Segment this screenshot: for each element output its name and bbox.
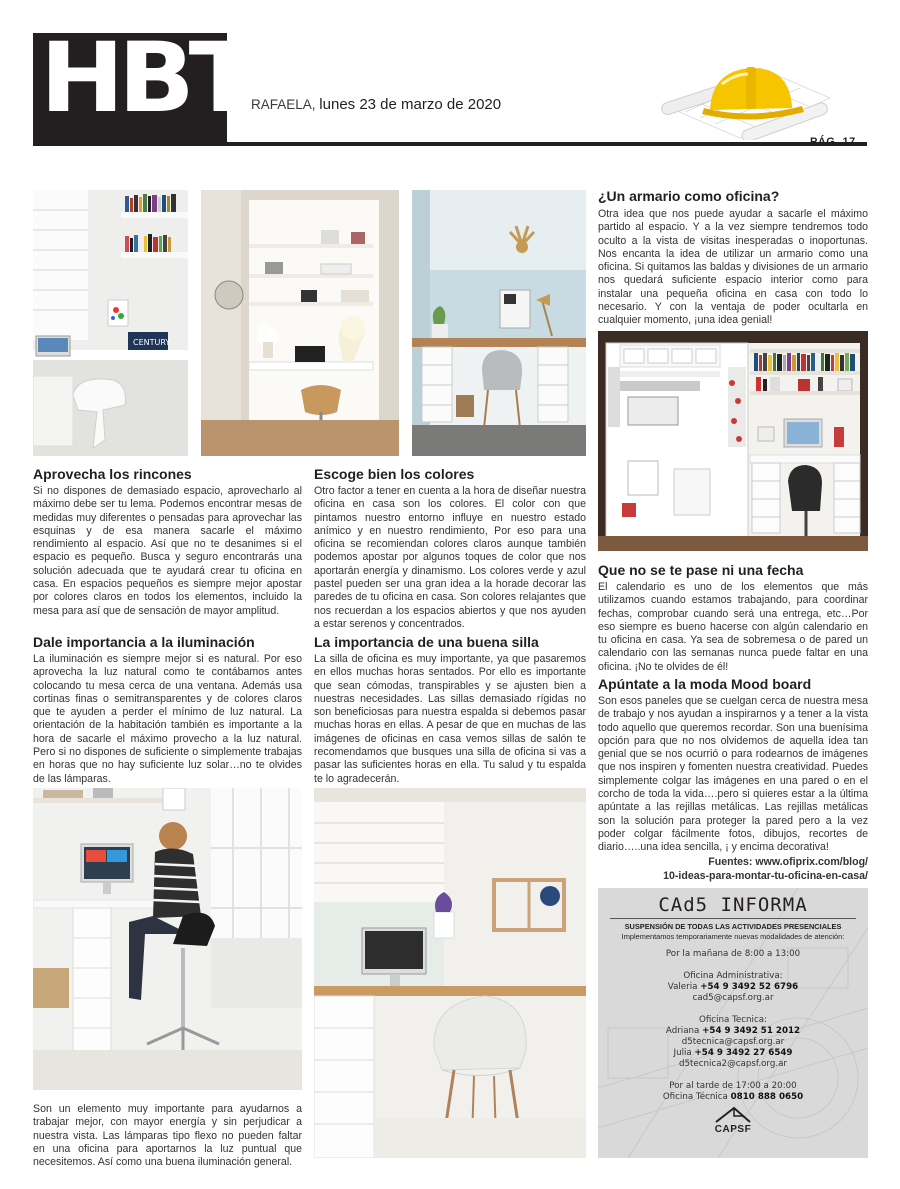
cad5-afternoon-contact — [598, 1092, 868, 1102]
dateline-city: RAFAELA, — [251, 97, 316, 112]
capsf-logo-mark — [710, 1106, 756, 1124]
heading-moodboard: Apúntate a la moda Mood board — [598, 676, 812, 692]
sources-line-1: Fuentes: www.ofiprix.com/blog/ — [708, 856, 868, 868]
text-colores: Otro factor a tener en cuenta a la hora de diseñar nuestra oficina en casa son los colores. El color con que pintamos nuestro entorno influye en nuestro estado anímico y en nuestro rendimiento, Por eso para una oficina se recomiendan colores claros aunque también podemos apostar por algunos toques de color que nos aportarán energía y dinamismo. Los colores verde y azul pastel pueden ser una gran idea a la horade decorar las paredes de tu oficina en casa. Son colores relajantes que nos recuerdan a los espacios abiertos y que nos ayuden a estar serenos y concentrados. — [314, 485, 586, 630]
photo-white-office-chair — [314, 788, 586, 1158]
cad5-tech1-contact — [598, 1026, 868, 1036]
text-rincones: Si no dispones de demasiado espacio, aprovecharlo al máximo debe ser tu lema. Podemos encontrar mesas de medidas muy diferentes o pensadas para aprovechar las esquinas y de esa manera sacarle el máximo rendimiento al espacio. Así que no te desanimes si el espacio es pequeño. Busca y seguro encontrarás una solución adecuada que te ayudará crear tu oficina en casa. En espacios pequeños es siempre mejor apostar por colores claros en todos los elementos, incluido la mesa para así que de sensación de mayor amplitud. — [33, 485, 302, 617]
helmet-blueprints-illustration — [640, 48, 840, 140]
dateline-date: lunes 23 de marzo de 2020 — [319, 96, 502, 113]
cad5-note: Implementamos temporariamente nuevas modalidades de atención: — [621, 932, 845, 941]
cad5-admin-phone[interactable]: +54 9 3492 52 6796 — [700, 982, 799, 992]
cad5-morning-hours: Por la mañana de 8:00 a 13:00 — [665, 949, 801, 959]
dateline — [251, 96, 501, 113]
cad5-admin-name: Valeria — [667, 982, 698, 992]
heading-iluminacion: Dale importancia a la iluminación — [33, 634, 255, 650]
cad5-info-box — [598, 888, 868, 1158]
cad5-title: CAd5 INFORMA — [658, 894, 808, 916]
cad5-admin-label: Oficina Administrativa: — [683, 971, 783, 981]
cad5-subtitle: SUSPENSIÓN DE TODAS LAS ACTIVIDADES PRESENCIALES — [624, 922, 842, 931]
page-number: PÁG. 17 — [810, 136, 856, 148]
cad5-admin-email[interactable]: cad5@capsf.org.ar — [692, 993, 774, 1003]
cad5-tech2-contact — [598, 1048, 868, 1058]
cad5-tech1-name: Adriana — [665, 1026, 700, 1036]
cad5-tech2-email[interactable]: d5tecnica2@capsf.org.ar — [678, 1059, 788, 1069]
text-lamparas: Son un elemento muy importante para ayudarnos a trabajar mejor, con mayor energía y sin perjudicar a nuestra vista. Las lámparas tipo flexo no pueden faltar en una oficina para aportarnos la luz puntual que necesitemos. Así como una buena iluminación general. — [33, 1103, 302, 1169]
photo-niche-desk — [201, 190, 399, 456]
cad5-tech-label: Oficina Tecnica: — [699, 1015, 767, 1025]
heading-fecha: Que no se te pase ni una fecha — [598, 562, 804, 578]
masthead-logo-text: HBT — [40, 22, 252, 134]
text-silla: La silla de oficina es muy importante, ya que pasaremos en ellos muchas horas sentados. Por ello es importante que sean cómodas, transpirables y se ajusten bien a nuestras necesidades. Las sillas demasiado rígidas no son beneficiosas para nuestra espalda si debemos pasar muchas horas en ellas. A pesar de que en muchas de las imágenes de oficinas en casa vemos sillas de salón te recomendamos que busques una silla de oficina si vas a pasar las suficientes horas en ella. Tu salud y tu espalda te lo agradecerán. — [314, 653, 586, 785]
cad5-tech2-name: Julia — [673, 1048, 692, 1058]
cad5-title-rule — [610, 918, 856, 919]
text-iluminacion: La iluminación es siempre mejor si es natural. Por eso aprovecha la luz natural como te contábamos antes colocando tu mesa cerca de una ventana. Además usa cortinas finas o semitransparentes y de colores claros que te ayuden a perder el mínimo de luz natural. La orientación de la habitación también es importante a la hora de sacarle el máximo provecho a la luz natural. Pero si no dispones de suficiente o simplemente trabajas en horas que no hay suficiente luz solar…no te olvides de las lámparas. — [33, 653, 302, 785]
svg-text:CENTURY: CENTURY — [133, 338, 171, 347]
cad5-tech1-phone[interactable]: +54 9 3492 51 2012 — [702, 1026, 801, 1036]
cad5-admin-contact — [598, 982, 868, 992]
sources-line-2: 10-ideas-para-montar-tu-oficina-en-casa/ — [663, 870, 868, 882]
heading-colores: Escoge bien los colores — [314, 466, 475, 482]
sources — [598, 855, 868, 883]
cad5-afternoon-phone[interactable]: 0810 888 0650 — [730, 1092, 804, 1102]
cad5-afternoon-hours: Por al tarde de 17:00 a 20:00 — [669, 1081, 797, 1091]
cad5-afternoon-office: Oficina Técnica — [662, 1092, 728, 1102]
heading-silla: La importancia de una buena silla — [314, 634, 539, 650]
photo-pastel-wall-desk — [412, 190, 586, 456]
photo-corner-desk — [33, 190, 188, 456]
heading-rincones: Aprovecha los rincones — [33, 466, 192, 482]
heading-armario: ¿Un armario como oficina? — [598, 188, 780, 204]
text-moodboard: Son esos paneles que se cuelgan cerca de nuestra mesa de trabajo y nos ayudan a inspirarnos y a tener a la vista todo aquello que queremos recordar. Son una buenísima opción para que no nos olvidemos de aquella idea tan genial que se nos ocurrió o para rodearnos de imágenes que nos inspiren y fomenten nuestra creatividad. Puedes simplemente colgar las imágenes en una pared o en el corcho de toda la vida….pero si quieres estar a la última apúntate a las rejillas metálicas. Las rejillas metálicas son la solución para proteger la pared pero a la vez poder colgar fácilmente fotos, dibujos, recortes de diario…..una idea sencilla, ¡ y encima decorativa! — [598, 695, 868, 854]
text-fecha: El calendario es uno de los elementos que más utilizamos cuando estamos trabajando, para coordinar fechas, comprobar cuando será una entrega, etc…Por eso siempre es bueno hacerse con algún calendario en tu oficina en casa. Ya sea de sobremesa o de pared un calendario con las semanas nunca puede faltar en una oficina. ¡No te olvides de él! — [598, 581, 868, 673]
capsf-logo-text: CAPSF — [714, 1124, 752, 1135]
photo-closet-office — [598, 331, 868, 551]
photo-woman-at-desk — [33, 788, 302, 1090]
cad5-tech2-phone[interactable]: +54 9 3492 27 6549 — [694, 1048, 793, 1058]
header-rule — [227, 142, 867, 146]
cad5-tech1-email[interactable]: d5tecnica@capsf.org.ar — [681, 1037, 785, 1047]
text-armario: Otra idea que nos puede ayudar a sacarle el máximo partido al espacio. Y a la vez siempre tendremos todo oculto a la vista de visitas inesperadas o inoportunas. Nos encanta la idea de utilizar un armario como una oficina. Si quitamos las baldas y divisiones de un armario nos quedará suficiente espacio interior como para instalar una pequeña oficina en casa con todo lo necesario. Y con la ventaja de poder ocultarla en cualquier momento, ¡una idea genial! — [598, 208, 868, 327]
